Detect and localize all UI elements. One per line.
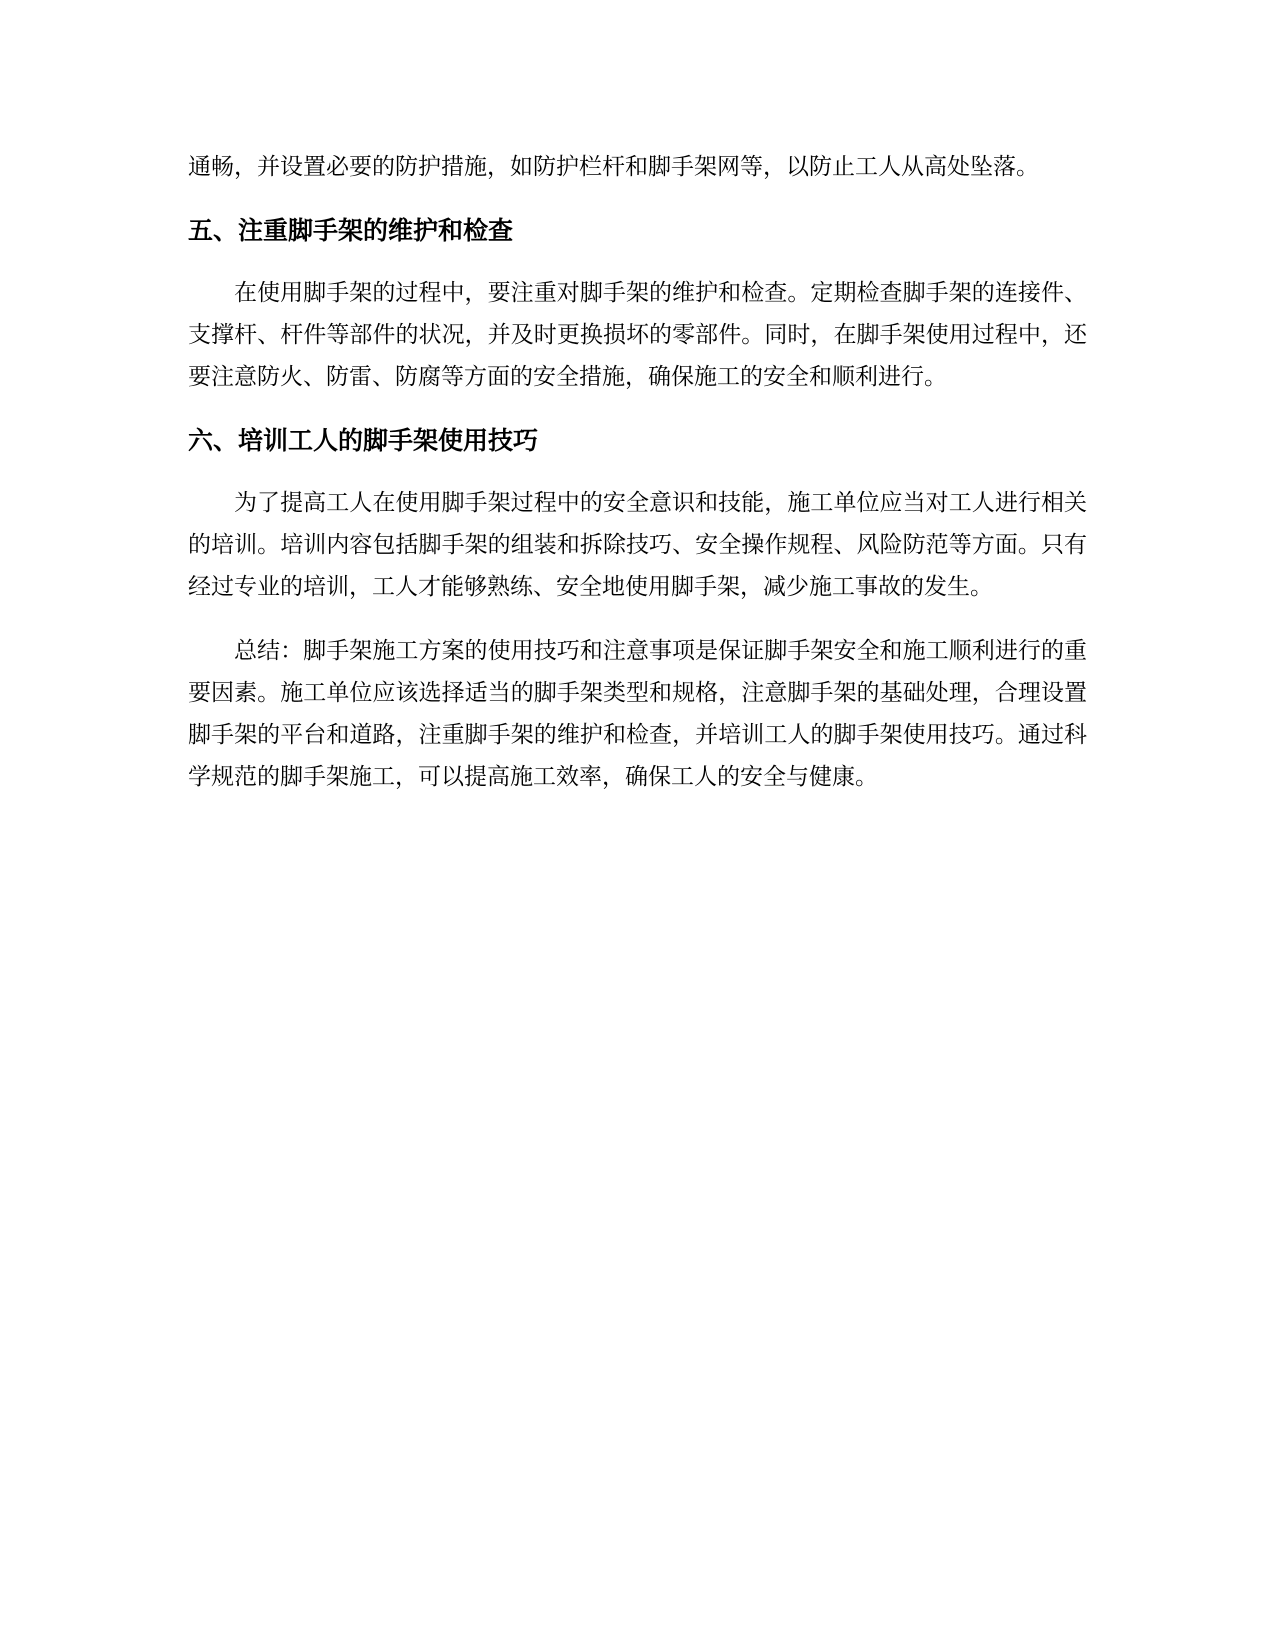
spacer — [188, 252, 1087, 272]
section-paragraph-5: 在使用脚手架的过程中，要注重对脚手架的维护和检查。定期检查脚手架的连接件、支撑杆、杆件等部件的状况，并及时更换损坏的零部件。同时，在脚手架使用过程中，还要注意防火、防雷、防腐等方面的安全措施，确保施工的安全和顺利进行。 — [188, 280, 1087, 390]
spacer — [188, 462, 1087, 482]
section-heading-6: 六、培训工人的脚手架使用技巧 — [188, 426, 539, 455]
spacer — [188, 608, 1087, 630]
summary-paragraph: 总结：脚手架施工方案的使用技巧和注意事项是保证脚手架安全和施工顺利进行的重要因素。施工单位应该选择适当的脚手架类型和规格，注意脚手架的基础处理，合理设置脚手架的平台和道路，注重脚手架的维护和检查，并培训工人的脚手架使用技巧。通过科学规范的脚手架施工，可以提高施工效率，确保工人的安全与健康。 — [188, 638, 1087, 790]
document-body — [188, 146, 1087, 798]
continued-paragraph: 通畅，并设置必要的防护措施，如防护栏杆和脚手架网等，以防止工人从高处坠落。 — [188, 154, 1039, 180]
spacer — [188, 188, 1087, 210]
section-heading-5: 五、注重脚手架的维护和检查 — [188, 216, 514, 245]
spacer — [188, 398, 1087, 420]
section-paragraph-6: 为了提高工人在使用脚手架过程中的安全意识和技能，施工单位应当对工人进行相关的培训。培训内容包括脚手架的组装和拆除技巧、安全操作规程、风险防范等方面。只有经过专业的培训，工人才能够熟练、安全地使用脚手架，减少施工事故的发生。 — [188, 490, 1087, 600]
